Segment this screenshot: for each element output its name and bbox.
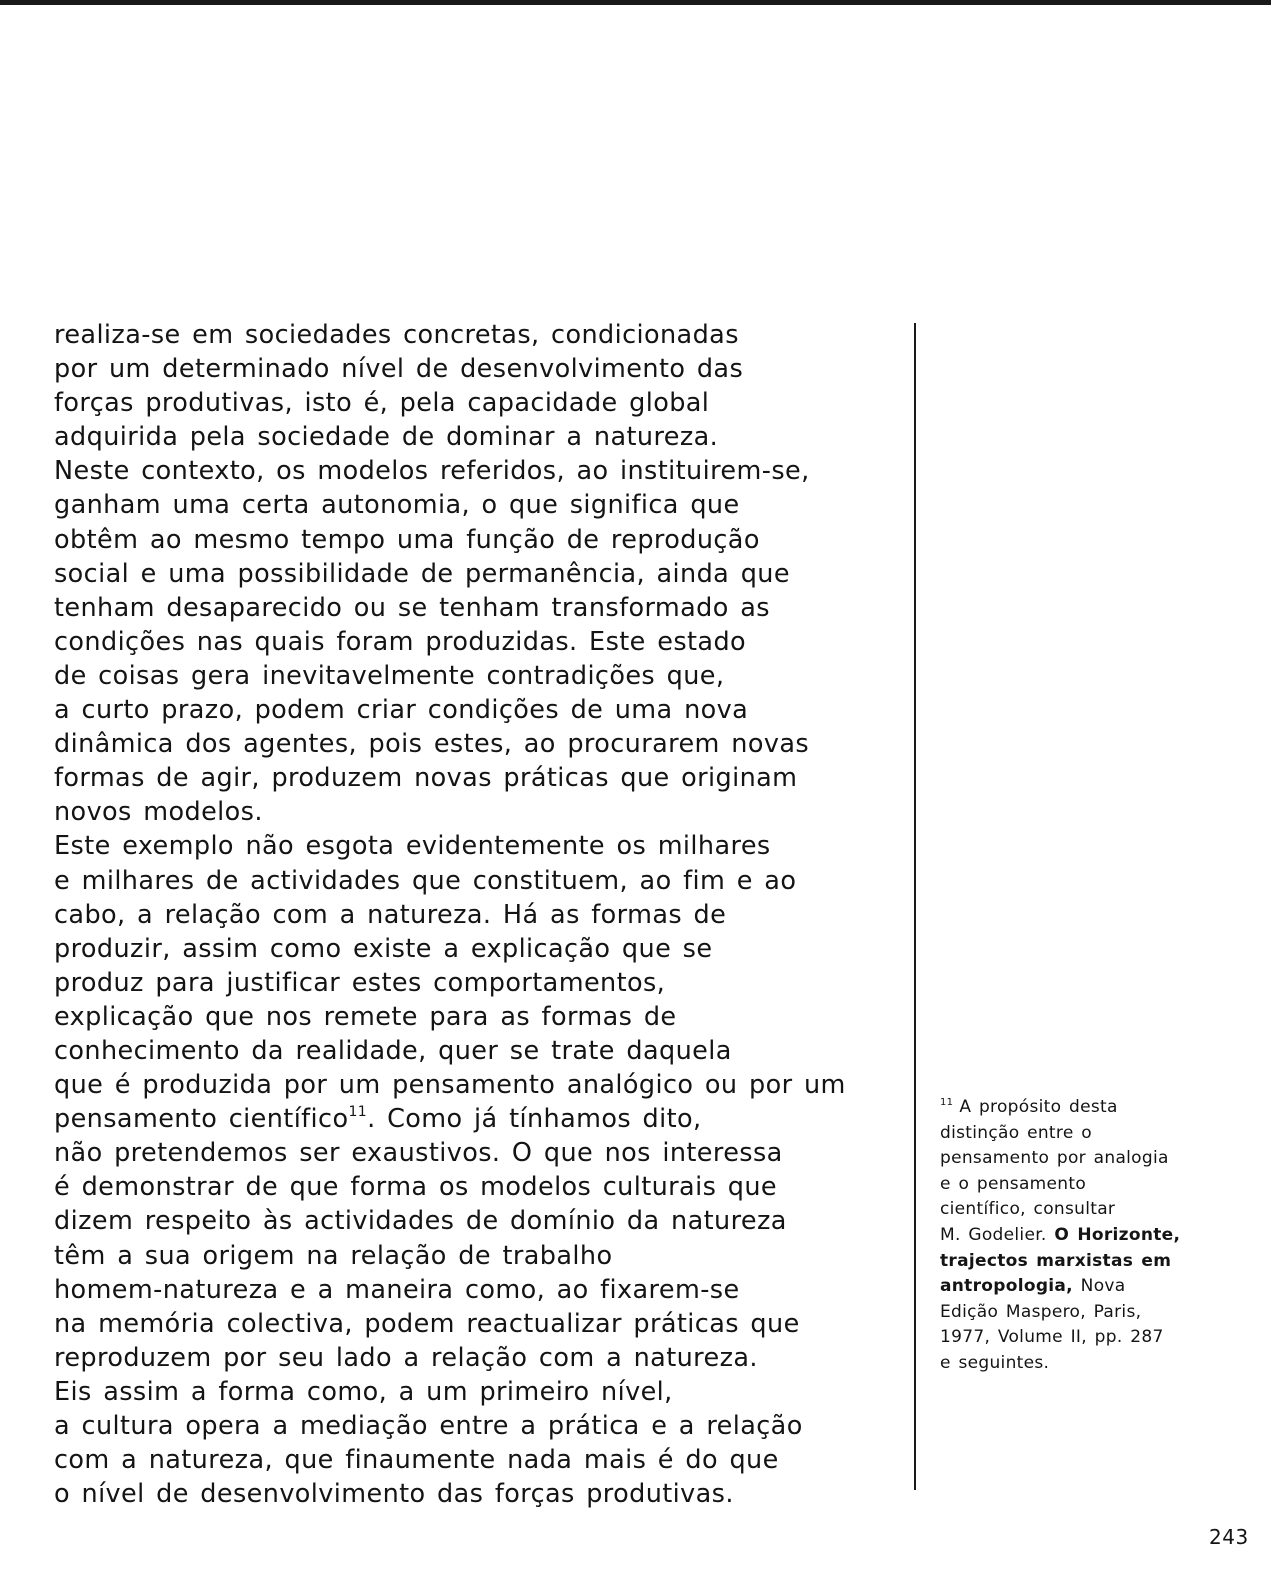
text-line: têm a sua origem na relação de trabalho [54,1240,613,1271]
footnote-number: 11 [940,1097,954,1108]
text-line: ganham uma certa autonomia, o que significa que [54,490,740,521]
footnote-author: M. Godelier. [940,1224,1047,1245]
text-line: o nível de desenvolvimento das forças produtivas. [54,1479,734,1510]
footnote-book-title: antropologia, [940,1276,1073,1297]
text-line: não pretendemos ser exaustivos. O que nos interessa [54,1138,783,1169]
footnote-text: A propósito desta [959,1097,1118,1117]
text-line: novos modelos. [54,797,263,828]
footnote-reference: 11 [348,1104,368,1121]
text-line: por um determinado nível de desenvolvimento das [54,354,744,385]
text-line: forças produtivas, isto é, pela capacidade global [54,388,710,419]
text-line: formas de agir, produzem novas práticas que originam [54,763,798,794]
text-line-with-footnote-ref [54,1102,904,1136]
text-line: dizem respeito às actividades de domínio da natureza [54,1206,787,1237]
text-line: tenham desaparecido ou se tenham transformado as [54,592,770,623]
text-line: dinâmica dos agentes, pois estes, ao procurarem novas [54,729,810,760]
page-number: 243 [1209,1525,1249,1549]
footnote-line [940,1274,1255,1300]
text-line: cabo, a relação com a natureza. Há as formas de [54,899,727,930]
footnote-text: Nova [1080,1276,1126,1297]
text-line: social e uma possibilidade de permanência, ainda que [54,558,790,589]
text-line: conhecimento da realidade, quer se trate daquela [54,1035,732,1066]
text-line: produzir, assim como existe a explicação que se [54,933,713,964]
footnote-line [940,1223,1255,1249]
text-line: na memória colectiva, podem reactualizar práticas que [54,1308,800,1339]
footnote-line: 1977, Volume II, pp. 287 [940,1327,1164,1348]
text-line: é demonstrar de que forma os modelos culturais que [54,1172,777,1203]
footnote-book-title: O Horizonte, [1054,1224,1181,1245]
text-line: condições nas quais foram produzidas. Este estado [54,626,747,657]
text-line: com a natureza, que finaumente nada mais é do que [54,1445,779,1476]
text-line: Neste contexto, os modelos referidos, ao instituirem-se, [54,456,810,487]
text-line: Eis assim a forma como, a um primeiro nível, [54,1376,673,1407]
text-segment: . Como já tínhamos dito, [367,1104,702,1135]
text-line: a curto prazo, podem criar condições de uma nova [54,695,749,726]
text-line: que é produzida por um pensamento analógico ou por um [54,1070,846,1101]
text-line: obtêm ao mesmo tempo uma função de reprodução [54,524,760,555]
top-border-rule [0,0,1271,5]
footnote-line [940,1249,1255,1275]
footnote-line: científico, consultar [940,1199,1116,1220]
text-line: explicação que nos remete para as formas de [54,1001,677,1032]
text-line: de coisas gera inevitavelmente contradições que, [54,660,725,691]
text-line: a cultura opera a mediação entre a prática e a relação [54,1411,803,1441]
footnote [940,1095,1255,1377]
footnote-line: distinção entre o [940,1122,1092,1143]
footnote-line: e o pensamento [940,1173,1087,1194]
column-divider [914,323,916,1490]
footnote-line: e seguintes. [940,1352,1050,1373]
text-line: adquirida pela sociedade de dominar a natureza. [54,422,719,453]
main-text-column [54,318,904,1511]
text-segment: pensamento científico [54,1104,349,1135]
text-line: reproduzem por seu lado a relação com a natureza. [54,1342,758,1373]
text-line: homem-natureza e a maneira como, ao fixarem-se [54,1274,740,1305]
text-line: e milhares de actividades que constituem, ao fim e ao [54,865,797,896]
text-line: realiza-se em sociedades concretas, condicionadas [54,320,739,350]
footnote-line: pensamento por analogia [940,1148,1169,1169]
text-line: Este exemplo não esgota evidentemente os milhares [54,831,771,862]
text-line: produz para justificar estes comportamentos, [54,967,666,998]
footnote-line: Edição Maspero, Paris, [940,1301,1142,1322]
footnote-book-title: trajectos marxistas em [940,1250,1172,1271]
footnote-line [940,1095,1255,1121]
